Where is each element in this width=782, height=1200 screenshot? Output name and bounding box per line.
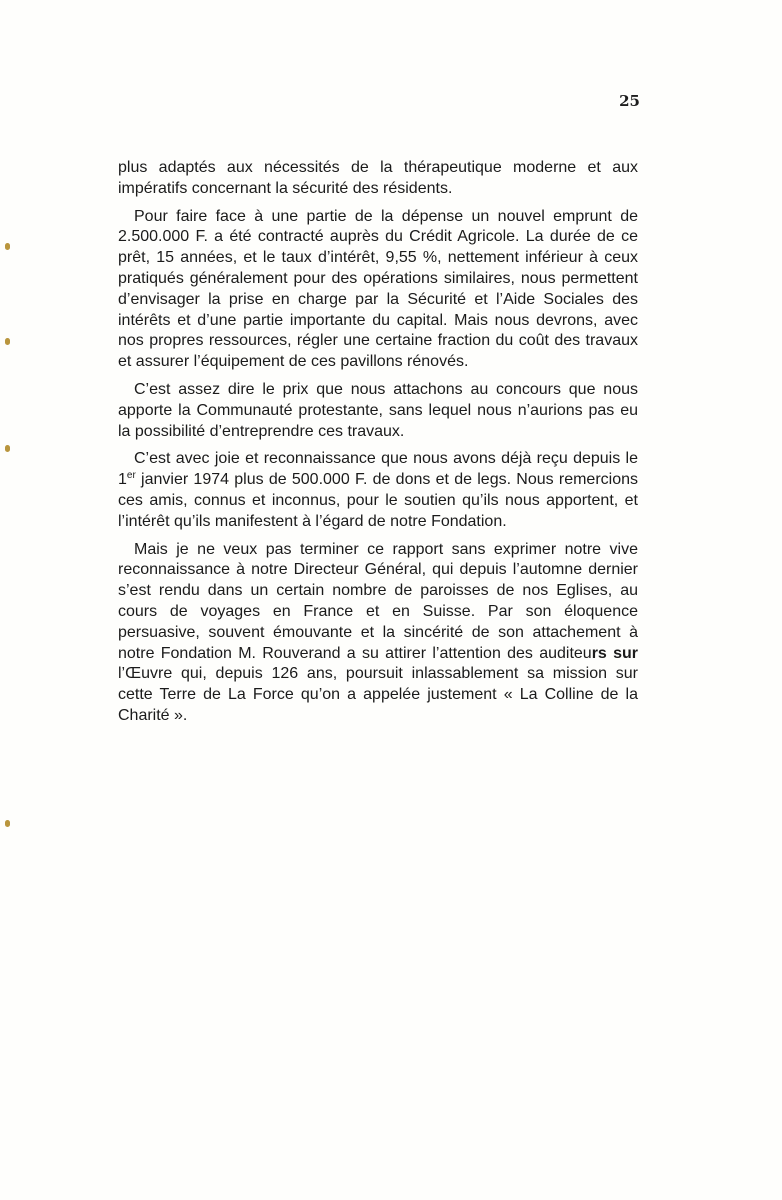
paragraph-5-part-b: l’Œuvre qui, depuis 126 ans, poursuit inlassablement sa mission sur cette Terre de La Force qu’on a appelée justement « La Colline de la Charité ». <box>118 665 638 724</box>
paragraph-4-part-b: janvier 1974 plus de 500.000 F. de dons et de legs. Nous remercions ces amis, connus et inconnus, pour le soutien qu’ils nous apportent, et l’intérêt qu’ils manifestent à l’égard de notre Fondation. <box>118 471 638 530</box>
binding-hole-mark <box>5 820 10 827</box>
binding-hole-mark <box>5 445 10 452</box>
superscript-er: er <box>126 470 136 482</box>
body-text <box>118 158 638 734</box>
paragraph-3: C’est assez dire le prix que nous attachons au concours que nous apporte la Communauté protestante, sans lequel nous n’aurions pas eu la possibilité d’entreprendre ces travaux. <box>118 380 638 440</box>
paragraph-2: Pour faire face à une partie de la dépense un nouvel emprunt de 2.500.000 F. a été contracté auprès du Crédit Agricole. La durée de ce prêt, 15 années, et le taux d’intérêt, 9,55 %, nettement inférieur à ceux pratiqués généralement pour des opérations similaires, nous permettent d’envisager la prise en charge par la Sécurité et l’Aide Sociales des intérêts et d’une partie importante du capital. Mais nous devrons, avec nos propres ressources, régler une certaine fraction du coût des travaux et assurer l’équipement de ces pavillons rénovés. <box>118 207 638 371</box>
paragraph-1: plus adaptés aux nécessités de la thérapeutique moderne et aux impératifs concernant la sécurité des résidents. <box>118 159 638 197</box>
binding-hole-mark <box>5 338 10 345</box>
paragraph-4-part-a: C’est avec joie et reconnaissance que nous avons déjà reçu depuis le 1 <box>118 450 638 489</box>
paragraph-5-part-a: Mais je ne veux pas terminer ce rapport sans exprimer notre vive reconnaissance à notre Directeur Général, qui depuis l’automne dernier s’est rendu dans un certain nombre de paroisses de nos Eglises, au cours de voyages en France et en Suisse. Par son éloquence persuasive, souvent émouvante et la sincérité de son attachement à notre Fondation M. Rouverand a su attirer l’attention des auditeu <box>118 540 638 662</box>
paragraph-5-bold: rs sur <box>591 644 638 662</box>
paragraph-5 <box>118 540 638 727</box>
binding-hole-mark <box>5 243 10 250</box>
page-number: 25 <box>619 92 640 110</box>
paragraph-4 <box>118 449 638 532</box>
